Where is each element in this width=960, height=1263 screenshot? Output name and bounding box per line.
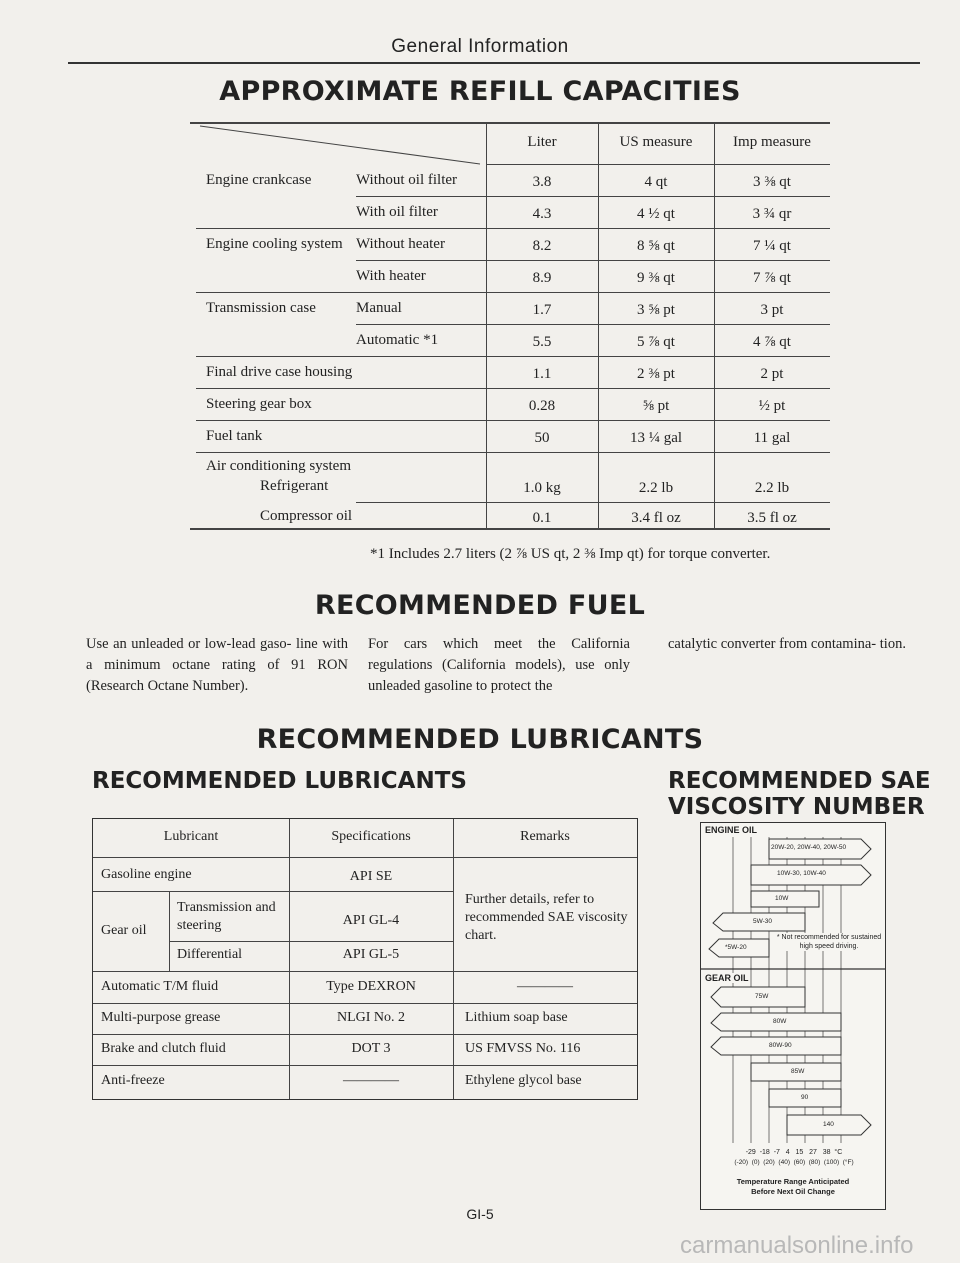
- cell-liter: 0.1: [532, 510, 552, 526]
- lubricant-name: Anti-freeze: [101, 1073, 165, 1088]
- row-group: Engine crankcase: [206, 172, 312, 188]
- lubricant-name: Gear oil: [101, 923, 147, 938]
- sae-viscosity-chart: [700, 822, 886, 1210]
- cell-us: 2 ⅜ pt: [637, 366, 675, 382]
- cell-us: 4 ½ qt: [637, 206, 675, 222]
- table-bottom-rule: [190, 528, 830, 530]
- cell-liter: 50: [534, 430, 550, 446]
- cell-imp: 7 ¼ qt: [753, 238, 791, 254]
- row-group: Steering gear box: [206, 396, 312, 412]
- cell-us: 9 ⅜ qt: [637, 270, 675, 286]
- row-sub: With heater: [356, 268, 426, 284]
- row-group: Fuel tank: [206, 428, 263, 444]
- gear-grade: 75W: [755, 993, 769, 1000]
- fuel-paragraph-col1: Use an unleaded or low-lead gaso- line with a minimum octane rating of 91 RON (Research Octane Number).: [86, 636, 348, 694]
- cell-liter: 3.8: [532, 174, 552, 190]
- row-rule: [93, 1065, 637, 1066]
- cell-imp: ½ pt: [758, 398, 786, 414]
- row-sub: Without heater: [356, 236, 445, 252]
- row-group: Engine cooling system: [206, 236, 343, 252]
- table-corner-diagonal: [190, 124, 486, 166]
- cell-imp: 3 ¾ qr: [752, 206, 792, 222]
- lubricant-name: Automatic T/M fluid: [101, 979, 219, 994]
- row-rule: [196, 452, 830, 453]
- row-group: Transmission case: [206, 300, 316, 316]
- row-rule: [196, 388, 830, 389]
- col-header-specifications: Specifications: [331, 829, 411, 844]
- row-rule: [93, 971, 637, 972]
- lubricant-subname: Differential: [177, 947, 243, 962]
- lubricant-spec: DOT 3: [351, 1041, 391, 1056]
- lubricant-name: Multi-purpose grease: [101, 1010, 221, 1025]
- lubricant-spec: Type DEXRON: [326, 979, 416, 994]
- cell-imp: 3 pt: [760, 302, 784, 318]
- row-rule: [93, 857, 637, 858]
- sae-title: [668, 768, 931, 820]
- cell-imp: 2 pt: [760, 366, 784, 382]
- row-rule: [356, 502, 830, 503]
- gear-grade: 85W: [791, 1068, 805, 1075]
- cell-us: 8 ⅝ qt: [637, 238, 675, 254]
- gear-grade: 140: [823, 1121, 834, 1128]
- row-sub: Refrigerant: [260, 478, 329, 494]
- cell-us: 3.4 fl oz: [631, 510, 681, 526]
- cell-liter: 0.28: [528, 398, 556, 414]
- col-header-remarks: Remarks: [520, 829, 570, 844]
- row-rule: [93, 891, 453, 892]
- lubricant-spec: NLGI No. 2: [336, 1010, 406, 1025]
- row-rule: [196, 420, 830, 421]
- header-rule: [486, 164, 830, 165]
- col-header-imp: Imp measure: [733, 134, 811, 150]
- cell-imp: 3.5 fl oz: [747, 510, 797, 526]
- row-sub: With oil filter: [356, 204, 438, 220]
- page-number: GI-5: [466, 1206, 494, 1222]
- chart-caption: [701, 1177, 885, 1197]
- row-rule: [196, 228, 830, 229]
- caption-line2: Before Next Oil Change: [751, 1187, 835, 1196]
- row-group: Final drive case housing: [206, 364, 353, 380]
- cell-us: ⅝ pt: [642, 398, 670, 414]
- engine-grade: 10W-30, 10W-40: [777, 870, 826, 877]
- cell-imp: 2.2 lb: [754, 480, 790, 496]
- lubricant-spec: ————: [343, 1073, 399, 1088]
- temperature-scale-f: (-20) (0) (20) (40) (60) (80) (100) (°F): [734, 1159, 854, 1166]
- lubricant-remark: Ethylene glycol base: [465, 1073, 582, 1088]
- cell-liter: 8.2: [532, 238, 552, 254]
- col-header-us: US measure: [619, 134, 693, 150]
- cell-us: 3 ⅝ pt: [637, 302, 675, 318]
- temperature-scale-c: -29 -18 -7 4 15 27 38 °C: [745, 1149, 843, 1156]
- row-sub: Manual: [356, 300, 402, 316]
- gear-grade: 80W: [773, 1018, 787, 1025]
- cell-liter: 1.7: [532, 302, 552, 318]
- row-group: Air conditioning system: [206, 458, 351, 474]
- page-header-title: General Information: [391, 36, 569, 57]
- sub-divider: [169, 891, 170, 971]
- row-rule: [169, 941, 453, 942]
- engine-grade: 10W: [775, 895, 789, 902]
- cell-us: 4 qt: [644, 174, 668, 190]
- engine-grade: 20W-20, 20W-40, 20W-50: [771, 844, 847, 851]
- row-sub: Without oil filter: [356, 172, 458, 188]
- engine-note: * Not recommended for sustained high speed driving.: [776, 934, 882, 950]
- gear-grade: 80W-90: [769, 1042, 792, 1049]
- cell-imp: 4 ⅞ qt: [753, 334, 791, 350]
- cell-liter: 8.9: [532, 270, 552, 286]
- gear-grade: 90: [801, 1094, 809, 1101]
- engine-grade: 5W-30: [753, 918, 773, 925]
- row-rule: [196, 292, 830, 293]
- cell-liter: 1.0 kg: [523, 480, 561, 496]
- cell-liter: 5.5: [532, 334, 552, 350]
- merged-remark: Further details, refer to recommended SAE viscosity chart.: [465, 892, 628, 943]
- col-divider: [453, 819, 454, 1099]
- lubricant-remark: US FMVSS No. 116: [465, 1041, 581, 1056]
- refill-footnote: *1 Includes 2.7 liters (2 ⅞ US qt, 2 ⅜ Imp qt) for torque converter.: [370, 546, 771, 562]
- cell-us: 13 ¼ gal: [629, 430, 683, 446]
- lubricant-spec: API GL-4: [342, 913, 400, 928]
- cell-imp: 7 ⅞ qt: [753, 270, 791, 286]
- row-rule: [93, 1034, 637, 1035]
- engine-oil-label: ENGINE OIL: [705, 825, 758, 835]
- sae-title-line1: RECOMMENDED SAE: [668, 768, 931, 794]
- cell-liter: 1.1: [532, 366, 552, 382]
- lubricants-table: [92, 818, 638, 1100]
- cell-liter: 4.3: [532, 206, 552, 222]
- lubricant-name: Brake and clutch fluid: [101, 1041, 226, 1056]
- lubricant-spec: API SE: [349, 869, 393, 884]
- watermark: carmanualsonline.info: [680, 1232, 914, 1259]
- lubricant-remark: Lithium soap base: [465, 1010, 568, 1025]
- refill-capacities-table: [0, 0, 960, 560]
- cell-imp: 11 gal: [753, 430, 791, 446]
- row-sub: Automatic *1: [356, 332, 439, 348]
- row-rule: [93, 1003, 637, 1004]
- lubricant-subname: Transmission and steering: [177, 900, 276, 933]
- refill-title: APPROXIMATE REFILL CAPACITIES: [219, 76, 741, 107]
- col-header-lubricant: Lubricant: [163, 829, 219, 844]
- row-rule: [356, 260, 830, 261]
- lubricant-name: Gasoline engine: [101, 867, 192, 882]
- lubricants-title: RECOMMENDED LUBRICANTS: [256, 724, 704, 755]
- row-rule: [196, 356, 830, 357]
- sae-title-line2: VISCOSITY NUMBER: [668, 794, 925, 820]
- lubricant-spec: API GL-5: [342, 947, 400, 962]
- caption-line1: Temperature Range Anticipated: [736, 1177, 850, 1186]
- row-rule: [356, 324, 830, 325]
- col-header-liter: Liter: [527, 134, 557, 150]
- cell-us: 5 ⅞ qt: [637, 334, 675, 350]
- cell-us: 2.2 lb: [638, 480, 674, 496]
- cell-imp: 3 ⅜ qt: [753, 174, 791, 190]
- row-sub: Compressor oil: [260, 508, 353, 524]
- lubricants-subtitle: RECOMMENDED LUBRICANTS: [92, 768, 467, 794]
- fuel-paragraph-col3: catalytic converter from contamina- tion.: [668, 636, 906, 652]
- fuel-title: RECOMMENDED FUEL: [314, 590, 646, 621]
- gear-oil-label: GEAR OIL: [705, 973, 749, 983]
- fuel-paragraph-col2: For cars which meet the California regulations (California models), use only unleaded gasoline to protect the: [368, 636, 630, 694]
- row-rule: [356, 196, 830, 197]
- engine-grade: *5W-20: [725, 944, 747, 951]
- lubricant-remark: ————: [517, 979, 573, 994]
